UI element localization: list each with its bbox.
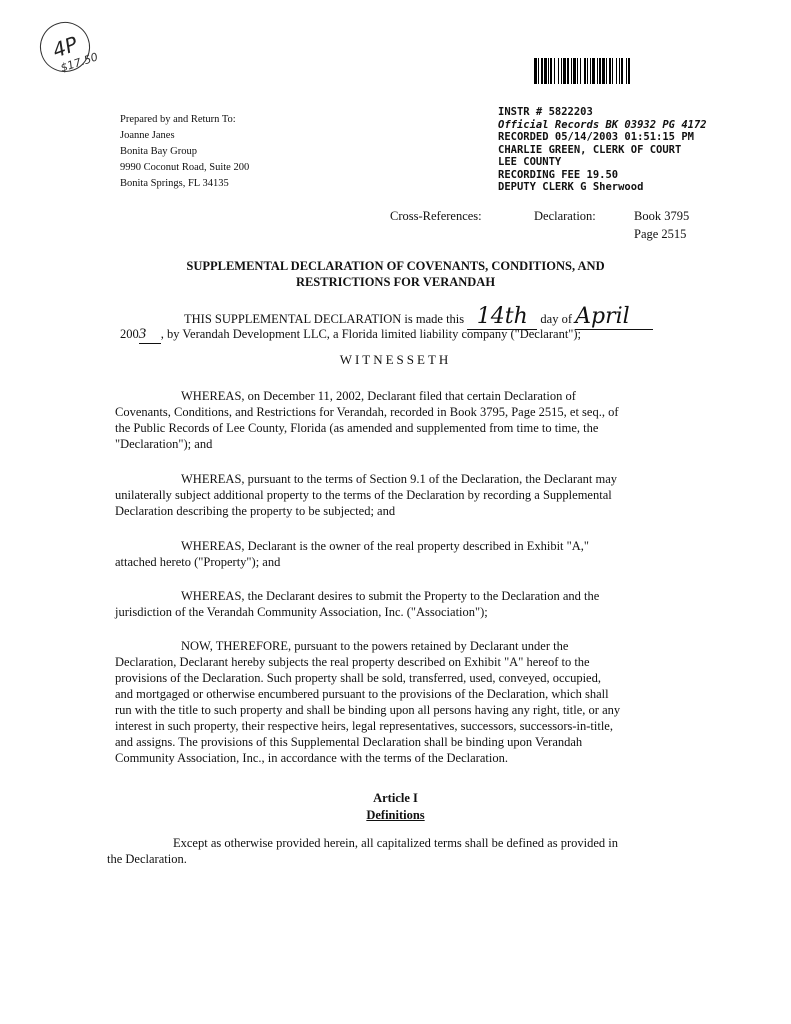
instrument-number: INSTR # 5822203 [498, 106, 593, 118]
recorded-datetime: RECORDED 05/14/2003 01:51:15 PM [498, 131, 694, 143]
p2-line: Declaration describing the property to be subjected; and [115, 504, 396, 518]
recording-fee: RECORDING FEE 19.50 [498, 168, 619, 181]
whereas-paragraph-4 [115, 588, 599, 620]
prepared-company: Bonita Bay Group [120, 146, 197, 157]
made-text-1: THIS SUPPLEMENTAL DECLARATION is made this [184, 312, 465, 326]
p5-line: Community Association, Inc., in accordance with the terms of the Declaration. [115, 751, 508, 765]
handwritten-month: April [575, 304, 653, 330]
definitions-paragraph [107, 835, 618, 867]
p2-line: WHEREAS, pursuant to the terms of Section 9.1 of the Declaration, the Declarant may [181, 472, 617, 486]
p5-line: interest in such property, their respective heirs, legal representatives, successors, successors-in-title, [115, 719, 613, 733]
deputy-clerk: DEPUTY CLERK G Sherwood [498, 181, 644, 193]
handwritten-seal-mark: 4P [33, 15, 97, 79]
made-line-2 [120, 326, 581, 344]
county-name: LEE COUNTY [498, 156, 562, 168]
article-number: Article I [373, 791, 418, 805]
barcode [534, 58, 754, 84]
p5-line: and assigns. The provisions of this Supplemental Declaration shall be binding upon Verandah [115, 735, 583, 749]
cross-reference-book: Book 3795 [634, 209, 690, 223]
p5-line: Declaration, Declarant hereby subjects the real property described on Exhibit "A" hereof to the [115, 655, 590, 669]
made-text-3: , by Verandah Development LLC, a Florida limited liability company ("Declarant"); [160, 327, 582, 341]
year-prefix: 200 [120, 327, 139, 341]
p1-line: Covenants, Conditions, and Restrictions for Verandah, recorded in Book 3795, Page 2515, et seq., of [115, 405, 619, 419]
cross-reference-page: Page 2515 [634, 227, 687, 241]
handwritten-day: 14th [467, 304, 537, 330]
p3-line: attached hereto ("Property"); and [115, 555, 281, 569]
made-text-2: day of [540, 312, 572, 326]
p1-line: the Public Records of Lee County, Florida (as amended and supplemented from time to time, the [115, 421, 599, 435]
handwritten-year: 3 [139, 326, 161, 344]
p1-line: WHEREAS, on December 11, 2002, Declarant filed that certain Declaration of [181, 389, 576, 403]
p5-line: and mortgaged or otherwise encumbered pursuant to the provisions of the Declaration, which shall [115, 687, 609, 701]
prepared-name: Joanne Janes [120, 130, 175, 141]
official-records: Official Records BK 03932 PG 4172 [498, 118, 707, 131]
recording-stamp [498, 106, 707, 194]
article-heading [0, 790, 791, 824]
prepared-by-block [120, 112, 249, 192]
whereas-paragraph-1 [115, 388, 619, 452]
handwritten-fee-note: $17.50 [58, 50, 100, 75]
whereas-paragraph-3 [115, 538, 589, 570]
witnesseth-heading: WITNESSETH [339, 352, 452, 367]
p2-line: unilaterally subject additional property to the terms of the Declaration by recording a Supplemental [115, 488, 612, 502]
p4-line: jurisdiction of the Verandah Community Association, Inc. ("Association"); [115, 605, 488, 619]
prepared-street: 9990 Coconut Road, Suite 200 [120, 162, 250, 173]
cross-reference-label: Cross-References: [390, 209, 482, 223]
article-title: Definitions [366, 808, 425, 822]
prepared-city: Bonita Springs, FL 34135 [120, 178, 229, 189]
barcode-bar [630, 58, 631, 84]
p3-line: WHEREAS, Declarant is the owner of the real property described in Exhibit "A," [181, 539, 590, 553]
cross-reference-declaration: Declaration: [534, 209, 596, 223]
prepared-heading: Prepared by and Return To: [120, 114, 236, 125]
clerk-name: CHARLIE GREEN, CLERK OF COURT [498, 143, 682, 156]
p4-line: WHEREAS, the Declarant desires to submit the Property to the Declaration and the [181, 589, 600, 603]
whereas-paragraph-2 [115, 471, 617, 519]
title-line-2: RESTRICTIONS FOR VERANDAH [295, 275, 496, 289]
p5-line: run with the title to such property and shall be binding upon all persons having any right, title, or any [115, 703, 621, 717]
document-title [0, 258, 791, 290]
p6-line: the Declaration. [107, 852, 187, 866]
p6-line: Except as otherwise provided herein, all capitalized terms shall be defined as provided in [173, 836, 618, 850]
now-therefore-paragraph [115, 638, 620, 766]
p1-line: "Declaration"); and [115, 437, 213, 451]
p5-line: NOW, THEREFORE, pursuant to the powers retained by Declarant under the [181, 639, 569, 653]
title-line-1: SUPPLEMENTAL DECLARATION OF COVENANTS, CONDITIONS, AND [186, 259, 605, 273]
p5-line: provisions of the Declaration. Such property shall be sold, transferred, used, conveyed, occupied, [115, 671, 601, 685]
